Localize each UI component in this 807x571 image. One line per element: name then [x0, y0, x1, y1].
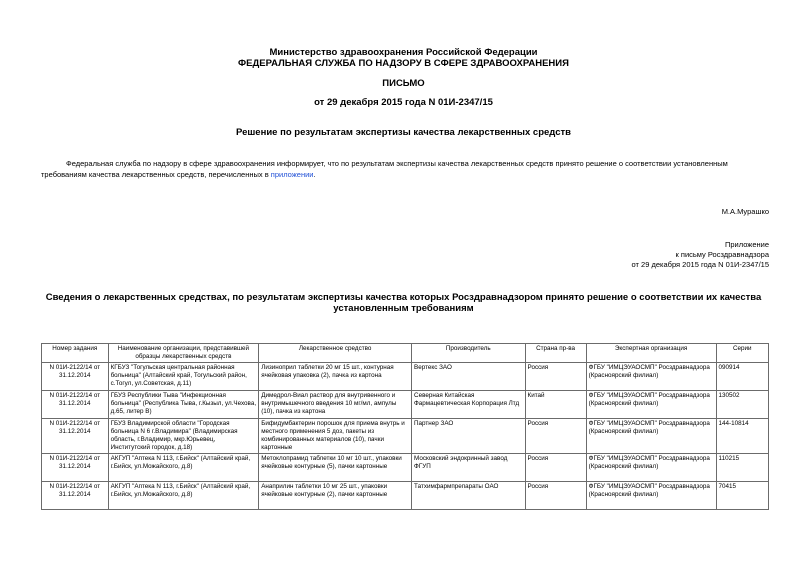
cell-expert-org: ФГБУ "ИМЦЭУАОСМП" Росздравнадзора (Красноярский филиал): [586, 482, 716, 510]
cell-organization: ГБУЗ Владимирской области "Городская больница N 6 г.Владимира" (Владимирская область, г.Владимир, мкр.Юрьевец, Институтский городок, д.18): [108, 419, 259, 454]
table-row: [42, 419, 769, 454]
cell-organization: ГБУЗ Республики Тыва "Инфекционная больница" (Республика Тыва, г.Кызыл, ул.Чехова, д.65, литер В): [108, 391, 259, 419]
col-header-series: Серии: [716, 344, 768, 363]
col-header-medicine: Лекарственное средство: [259, 344, 412, 363]
appendix-ref-line2: к письму Росздравнадзора: [675, 250, 769, 259]
cell-expert-org: ФГБУ "ИМЦЭУАОСМП" Росздравнадзора (Красноярский филиал): [586, 391, 716, 419]
cell-task-number: N 01И-2122/14 от 31.12.2014: [42, 454, 109, 482]
cell-manufacturer: Партнер ЗАО: [412, 419, 526, 454]
col-header-task-number: Номер задания: [42, 344, 109, 363]
table-row: [42, 482, 769, 510]
cell-series: 090914: [716, 363, 768, 391]
cell-task-number: N 01И-2122/14 от 31.12.2014: [42, 482, 109, 510]
cell-series: 144-10814: [716, 419, 768, 454]
col-header-organization: Наименование организации, представившей образцы лекарственных средств: [108, 344, 259, 363]
cell-organization: АКГУП "Аптека N 113, г.Бийск" (Алтайский край, г.Бийск, ул.Можайского, д.8): [108, 482, 259, 510]
cell-medicine: Лизиноприл таблетки 20 мг 15 шт., контурная ячейковая упаковка (2), пачка из картона: [259, 363, 412, 391]
cell-manufacturer: Татхимфармпрепараты ОАО: [412, 482, 526, 510]
appendix-ref-line1: Приложение: [725, 240, 769, 249]
col-header-country: Страна пр-ва: [525, 344, 586, 363]
cell-country: Россия: [525, 482, 586, 510]
table-row: [42, 391, 769, 419]
medicines-table: [41, 343, 769, 510]
service-name: ФЕДЕРАЛЬНАЯ СЛУЖБА ПО НАДЗОРУ В СФЕРЕ ЗДРАВООХРАНЕНИЯ: [238, 58, 569, 69]
cell-manufacturer: Вертекс ЗАО: [412, 363, 526, 391]
cell-manufacturer: Московский эндокринный завод ФГУП: [412, 454, 526, 482]
appendix-ref-line3: от 29 декабря 2015 года N 01И-2347/15: [631, 260, 769, 269]
appendix-title-line1: Сведения о лекарственных средствах, по результатам экспертизы качества которых Росздравнадзором принято решение о соответствии их качества: [45, 292, 762, 303]
cell-series: 70415: [716, 482, 768, 510]
cell-medicine: Анаприлин таблетки 10 мг 25 шт., упаковки ячейковые контурные (2), пачки картонные: [259, 482, 412, 510]
appendix-link[interactable]: приложении: [270, 170, 314, 179]
table-row: [42, 454, 769, 482]
cell-series: 110215: [716, 454, 768, 482]
cell-manufacturer: Северная Китайская Фармацевтическая Корпорация Лтд: [412, 391, 526, 419]
cell-task-number: N 01И-2122/14 от 31.12.2014: [42, 363, 109, 391]
cell-organization: АКГУП "Аптека N 113, г.Бийск" (Алтайский край, г.Бийск, ул.Можайского, д.8): [108, 454, 259, 482]
signature: М.А.Мурашко: [721, 207, 769, 216]
document-subject: Решение по результатам экспертизы качества лекарственных средств: [236, 127, 571, 138]
table-header-row: [42, 344, 769, 363]
document-type: ПИСЬМО: [382, 78, 425, 89]
cell-country: Россия: [525, 454, 586, 482]
cell-country: Россия: [525, 363, 586, 391]
cell-expert-org: ФГБУ "ИМЦЭУАОСМП" Росздравнадзора (Красноярский филиал): [586, 419, 716, 454]
cell-task-number: N 01И-2122/14 от 31.12.2014: [42, 419, 109, 454]
col-header-manufacturer: Производитель: [412, 344, 526, 363]
cell-expert-org: ФГБУ "ИМЦЭУАОСМП" Росздравнадзора (Красноярский филиал): [586, 363, 716, 391]
cell-medicine: Метоклопрамид таблетки 10 мг 10 шт., упаковки ячейковые контурные (5), пачки картонные: [259, 454, 412, 482]
ministry-name: Министерство здравоохранения Российской Федерации: [269, 47, 538, 58]
cell-medicine: Димедрол-Виал раствор для внутривенного и внутримышечного введения 10 мг/мл, ампулы (10), пачка из картона: [259, 391, 412, 419]
cell-task-number: N 01И-2122/14 от 31.12.2014: [42, 391, 109, 419]
cell-series: 130502: [716, 391, 768, 419]
cell-medicine: Бифидумбактерин порошок для приема внутрь и местного применения 5 доз, пакеты из комбинированных материалов (10), пачки картонные: [259, 419, 412, 454]
letter-body: [41, 158, 769, 180]
letter-body-text: Федеральная служба по надзору в сфере здравоохранения информирует, что по результатам экспертизы качества лекарственных средств принято решение о соответствии установленным требованиям качества лекарственных средств, перечисленных в: [41, 159, 728, 179]
cell-organization: КГБУЗ "Тогульская центральная районная больница" (Алтайский край, Тогульский район, с.Тогул, ул.Советская, д.11): [108, 363, 259, 391]
appendix-title-line2: установленным требованиям: [333, 303, 474, 314]
cell-expert-org: ФГБУ "ИМЦЭУАОСМП" Росздравнадзора (Красноярский филиал): [586, 454, 716, 482]
cell-country: Китай: [525, 391, 586, 419]
col-header-expert-org: Экспертная организация: [586, 344, 716, 363]
document-date: от 29 декабря 2015 года N 01И-2347/15: [314, 97, 493, 108]
letter-body-end: .: [313, 170, 316, 179]
cell-country: Россия: [525, 419, 586, 454]
table-row: [42, 363, 769, 391]
